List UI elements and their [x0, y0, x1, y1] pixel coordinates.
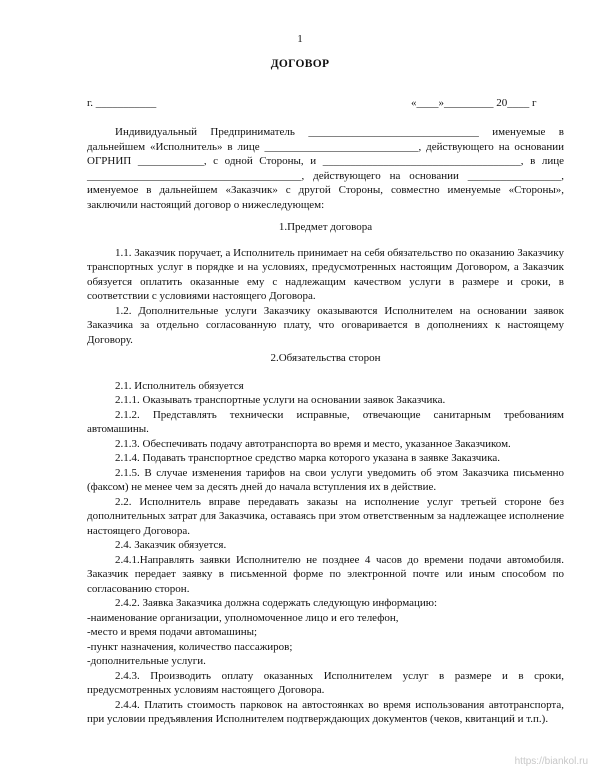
paragraph-1-2: 1.2. Дополнительные услуги Заказчику оказываются Исполнителем на основании заявок Заказчика за отдельно согласованную плату, что оговаривается в дополнениях к настоящему Договору.	[87, 304, 564, 346]
list-item: -наименование организации, уполномоченное лицо и его телефон,	[87, 611, 399, 624]
page-number: 1	[297, 33, 303, 45]
paragraph-2-4-1: 2.4.1.Направлять заявки Исполнителю не позднее 4 часов до времени подачи автомобиля. Заказчик передает заявку в письменной форме по электронной почте или иным способом по согласованию сторон.	[87, 553, 564, 595]
section-1-heading: 1.Предмет договора	[278, 221, 373, 233]
section-2	[87, 351, 564, 727]
list-item: -дополнительные услуги.	[87, 655, 206, 667]
paragraph-2-4-2: 2.4.2. Заявка Заказчика должна содержать следующую информацию:	[115, 597, 438, 609]
paragraph-2-2: 2.2. Исполнитель вправе передавать заказы на исполнение услуг третьей стороне без дополнительных затрат для Заказчика, оставаясь при этом ответственным за надлежащее исполнение настоящего Договора.	[87, 495, 564, 537]
paragraph-2-1-3: 2.1.3. Обеспечивать подачу автотранспорта во время и место, указанное Заказчиком.	[115, 437, 511, 450]
paragraph-2-1: 2.1. Исполнитель обязуется	[115, 379, 244, 392]
paragraph-2-1-1: 2.1.1. Оказывать транспортные услуги на основании заявок Заказчика.	[115, 394, 446, 406]
paragraph-2-4-3: 2.4.3. Производить оплату оказанных Исполнителем услуг в размере и в сроки, предусмотренных условиям настоящего Договора.	[87, 669, 564, 696]
paragraph-2-1-5: 2.1.5. В случае изменения тарифов на свои услуги уведомить об этом Заказчика письменно (факсом) не менее чем за десять дней до начала вступления их в действие.	[87, 466, 564, 493]
list-item: -место и время подачи автомашины;	[87, 626, 258, 638]
date-field: «____»_________ 20____ г	[411, 97, 537, 109]
watermark-url: https://biankol.ru	[514, 756, 588, 767]
paragraph-2-4: 2.4. Заказчик обязуется.	[115, 539, 227, 551]
paragraph-2-4-4: 2.4.4. Платить стоимость парковок на автостоянках во время использования автотранспорта, при условии предъявления Исполнителем подтверждающих документов (чеков, квитанций и т.п.).	[87, 698, 564, 725]
paragraph-2-1-4: 2.1.4. Подавать транспортное средство марка которого указана в заявке Заказчика.	[115, 452, 501, 464]
preamble	[87, 125, 564, 212]
document-title: ДОГОВОР	[270, 58, 330, 70]
list-item: -пункт назначения, количество пассажиров;	[87, 640, 293, 653]
place-field: г. ___________	[87, 97, 157, 109]
preamble-paragraph: Индивидуальный Предприниматель _______________________________ именуемые в дальнейшем «Исполнитель» в лице ____________________________, действующего на основании ОГРНИП ____________, с одной Стороны, и ____________________________________, в лице _______________________________________, действующего на основании _________________, именуемое в дальнейшем «Заказчик» с другой Стороны, совместно именуемые «Стороны», заключили настоящий договор о нижеследующем:	[87, 126, 564, 211]
section-2-heading: 2.Обязательства сторон	[270, 352, 381, 364]
paragraph-1-1: 1.1. Заказчик поручает, а Исполнитель принимает на себя обязательство по оказанию Заказчику транспортных услуг в порядке и на условиях, предусмотренных настоящим Договором, а Заказчик обязуется оплатить оказанные ему с надлежащим качеством услуги в размере и сроки, в соответствии с условиями настоящего Договора.	[87, 246, 564, 302]
section-1	[87, 220, 564, 347]
paragraph-2-1-2: 2.1.2. Представлять технически исправные, отвечающие санитарным требованиям автомашины.	[87, 408, 564, 435]
